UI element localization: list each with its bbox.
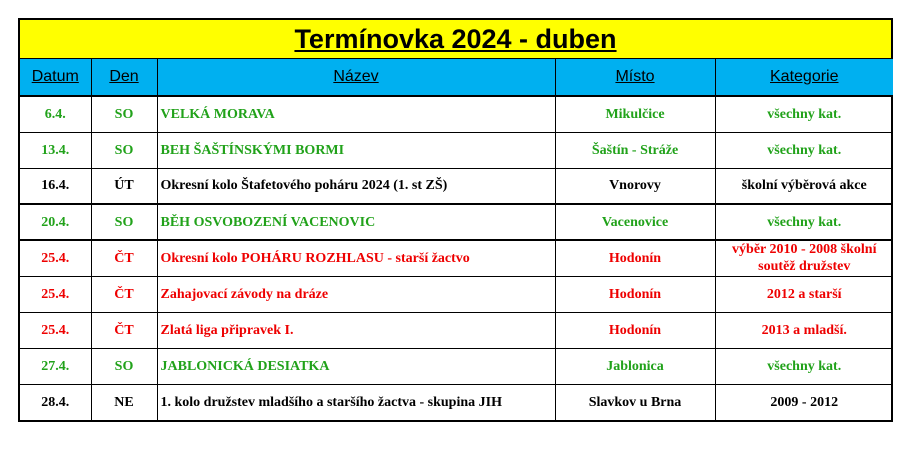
cell-misto: Šaštín - Stráže <box>555 132 715 168</box>
cell-den: SO <box>91 132 157 168</box>
page-title: Termínovka 2024 - duben <box>294 23 617 54</box>
schedule-table <box>20 59 893 420</box>
table-row <box>20 240 893 276</box>
cell-datum: 25.4. <box>20 240 91 276</box>
header-nazev: Název <box>157 59 555 96</box>
cell-den: ÚT <box>91 168 157 204</box>
cell-datum: 16.4. <box>20 168 91 204</box>
cell-misto: Hodonín <box>555 276 715 312</box>
cell-nazev: Okresní kolo Štafetového poháru 2024 (1. st ZŠ) <box>157 168 555 204</box>
header-row <box>20 59 893 96</box>
cell-nazev: BEH ŠAŠTÍNSKÝMI BORMI <box>157 132 555 168</box>
schedule-sheet <box>18 18 893 422</box>
cell-den: ČT <box>91 240 157 276</box>
cell-kategorie: všechny kat. <box>715 132 893 168</box>
cell-kategorie: všechny kat. <box>715 348 893 384</box>
title-bar <box>20 20 891 59</box>
cell-datum: 13.4. <box>20 132 91 168</box>
cell-nazev: Okresní kolo POHÁRU ROZHLASU - starší žactvo <box>157 240 555 276</box>
header-misto: Místo <box>555 59 715 96</box>
cell-nazev: 1. kolo družstev mladšího a staršího žactva - skupina JIH <box>157 384 555 420</box>
table-row <box>20 312 893 348</box>
cell-misto: Vacenovice <box>555 204 715 240</box>
cell-den: ČT <box>91 312 157 348</box>
cell-den: SO <box>91 96 157 132</box>
header-kategorie: Kategorie <box>715 59 893 96</box>
cell-kategorie: školní výběrová akce <box>715 168 893 204</box>
cell-datum: 25.4. <box>20 276 91 312</box>
cell-misto: Hodonín <box>555 240 715 276</box>
header-den: Den <box>91 59 157 96</box>
cell-kategorie: všechny kat. <box>715 204 893 240</box>
table-row <box>20 384 893 420</box>
table-row <box>20 168 893 204</box>
cell-misto: Mikulčice <box>555 96 715 132</box>
table-row <box>20 96 893 132</box>
cell-nazev: Zlatá liga připravek I. <box>157 312 555 348</box>
cell-kategorie: 2012 a starší <box>715 276 893 312</box>
table-row <box>20 204 893 240</box>
cell-nazev: Zahajovací závody na dráze <box>157 276 555 312</box>
cell-misto: Jablonica <box>555 348 715 384</box>
cell-kategorie: 2009 - 2012 <box>715 384 893 420</box>
cell-den: SO <box>91 204 157 240</box>
cell-kategorie: výběr 2010 - 2008 školní soutěž družstev <box>715 240 893 276</box>
table-row <box>20 276 893 312</box>
cell-misto: Vnorovy <box>555 168 715 204</box>
table-row <box>20 348 893 384</box>
cell-kategorie: všechny kat. <box>715 96 893 132</box>
cell-kategorie: 2013 a mladší. <box>715 312 893 348</box>
cell-datum: 27.4. <box>20 348 91 384</box>
cell-den: SO <box>91 348 157 384</box>
cell-den: ČT <box>91 276 157 312</box>
cell-nazev: VELKÁ MORAVA <box>157 96 555 132</box>
cell-nazev: JABLONICKÁ DESIATKA <box>157 348 555 384</box>
cell-misto: Slavkov u Brna <box>555 384 715 420</box>
cell-datum: 25.4. <box>20 312 91 348</box>
header-datum: Datum <box>20 59 91 96</box>
cell-misto: Hodonín <box>555 312 715 348</box>
cell-datum: 20.4. <box>20 204 91 240</box>
cell-nazev: BĚH OSVOBOZENÍ VACENOVIC <box>157 204 555 240</box>
cell-datum: 6.4. <box>44 106 66 122</box>
cell-datum: 28.4. <box>20 384 91 420</box>
table-row <box>20 132 893 168</box>
cell-den: NE <box>91 384 157 420</box>
